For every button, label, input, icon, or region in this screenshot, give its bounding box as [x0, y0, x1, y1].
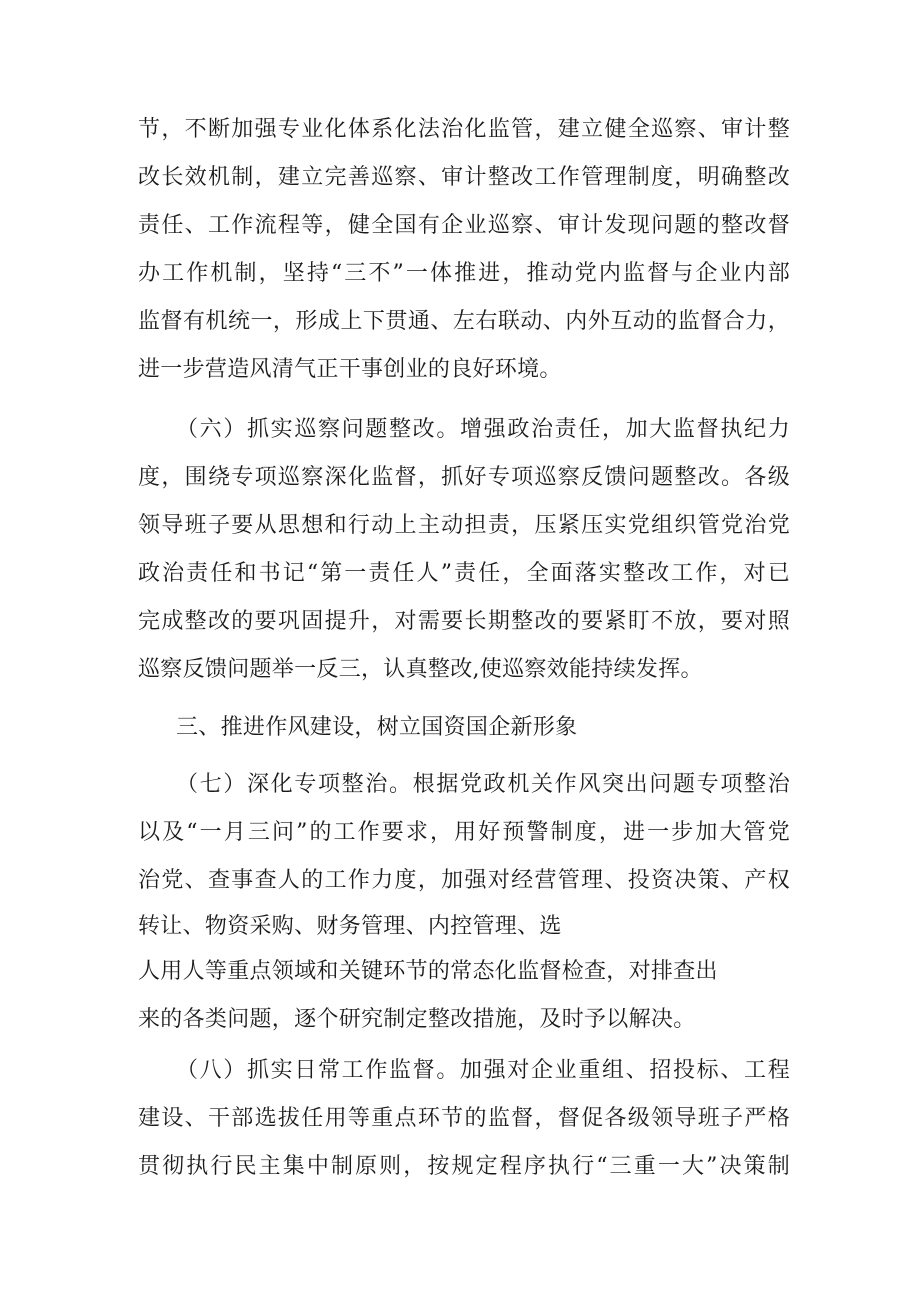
body-text-line: 来的各类问题，逐个研究制定整改措施，及时予以解决。	[138, 1007, 696, 1032]
body-text-line: 贯彻执行民主集中制原则，按规定程序执行“三重一大”决策制	[138, 1154, 790, 1179]
body-text-line: 办工作机制，坚持“三不”一体推进，推动党内监督与企业内部	[138, 261, 790, 286]
body-text-line: 巡察反馈问题举一反三，认真整改,使巡察效能持续发挥。	[138, 657, 703, 682]
body-text-line: 转让、物资采购、财务管理、内控管理、选	[138, 914, 562, 939]
body-text-line: 人用人等重点领域和关键环节的常态化监督检查，对排查出	[138, 959, 718, 984]
body-text-line: 节，不断加强专业化体系化法治化监管，建立健全巡察、审计整	[138, 117, 790, 142]
body-text-line: 建设、干部选拔任用等重点环节的监督，督促各级领导班子严格	[138, 1106, 790, 1131]
body-text-line: 改长效机制，建立完善巡察、审计整改工作管理制度，明确整改	[138, 165, 790, 190]
body-text-line: 治党、查事查人的工作力度，加强对经营管理、投资决策、产权	[138, 868, 790, 893]
paragraph-heading-line: （八）抓实日常工作监督。加强对企业重组、招投标、工程	[176, 1058, 790, 1083]
paragraph-heading-line: （六）抓实巡察问题整改。增强政治责任，加大监督执纪力	[176, 417, 790, 442]
body-text-line: 政治责任和书记“第一责任人”责任，全面落实整改工作，对已	[138, 561, 790, 586]
body-text-line: 进一步营造风清气正干事创业的良好环境。	[138, 357, 562, 382]
body-text-line: 责任、工作流程等，健全国有企业巡察、审计发现问题的整改督	[138, 213, 790, 238]
section-heading: 三、推进作风建设，树立国资国企新形象	[176, 715, 578, 740]
paragraph-heading-line: （七）深化专项整治。根据党政机关作风突出问题专项整治	[176, 772, 790, 797]
body-text-line: 完成整改的要巩固提升，对需要长期整改的要紧盯不放，要对照	[138, 609, 790, 634]
body-text-line: 领导班子要从思想和行动上主动担责，压紧压实党组织管党治党	[138, 513, 790, 538]
body-text-line: 监督有机统一，形成上下贯通、左右联动、内外互动的监督合力，	[138, 309, 790, 334]
body-text-line: 以及“一月三问”的工作要求，用好预警制度，进一步加大管党	[138, 820, 790, 845]
body-text-line: 度，围绕专项巡察深化监督，抓好专项巡察反馈问题整改。各级	[138, 465, 790, 490]
